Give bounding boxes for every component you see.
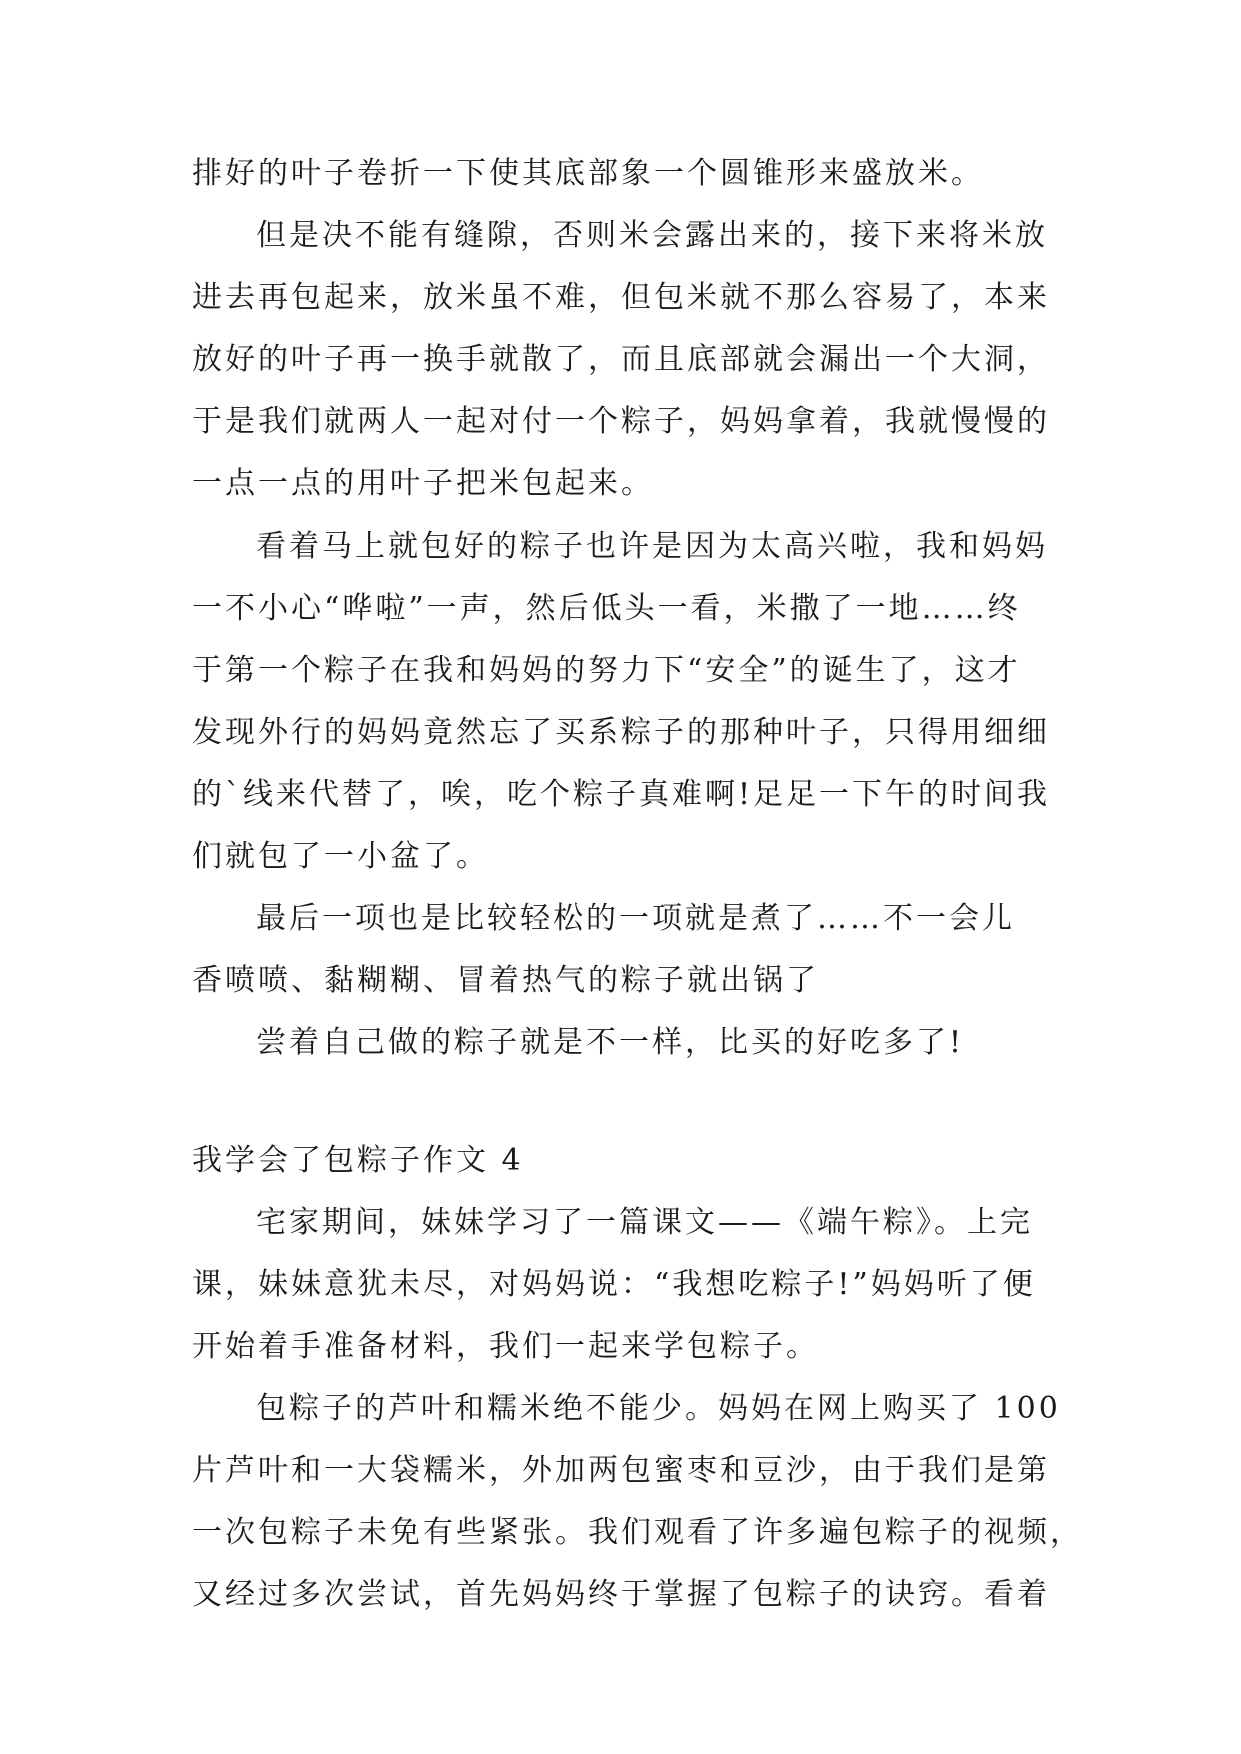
text-line: 发现外行的妈妈竟然忘了买系粽子的那种叶子，只得用细细	[192, 715, 1050, 750]
paragraph-first-line: 但是决不能有缝隙，否则米会露出来的，接下来将米放	[256, 218, 1048, 253]
text-line: 又经过多次尝试，首先妈妈终于掌握了包粽子的诀窍。看着	[192, 1577, 1050, 1612]
text-line: 一不小心“哗啦”一声，然后低头一看，米撒了一地……终	[192, 591, 1021, 626]
text-line: 香喷喷、黏糊糊、冒着热气的粽子就出锅了	[192, 963, 819, 998]
paragraph-first-line: 宅家期间，妹妹学习了一篇课文——《端午粽》。上完	[256, 1205, 1033, 1240]
paragraph-first-line: 尝着自己做的粽子就是不一样，比买的好吃多了!	[256, 1025, 965, 1060]
text-line: 放好的叶子再一换手就散了，而且底部就会漏出一个大洞，	[192, 342, 1050, 377]
text-line: 进去再包起来，放米虽不难，但包米就不那么容易了，本来	[192, 280, 1050, 315]
section-heading: 我学会了包粽子作文 4	[192, 1143, 524, 1178]
text-line: 们就包了一小盆了。	[192, 839, 489, 874]
text-line: 开始着手准备材料，我们一起来学包粽子。	[192, 1329, 819, 1364]
text-line: 课，妹妹意犹未尽，对妈妈说：“我想吃粽子!”妈妈听了便	[192, 1267, 1036, 1302]
paragraph-first-line: 看着马上就包好的粽子也许是因为太高兴啦，我和妈妈	[256, 529, 1048, 564]
paragraph-first-line: 最后一项也是比较轻松的一项就是煮了……不一会儿	[256, 901, 1015, 936]
text-line: 的`线来代替了，唉，吃个粽子真难啊!足足一下午的时间我	[192, 777, 1051, 812]
text-line: 一点一点的用叶子把米包起来。	[192, 466, 654, 501]
text-line: 排好的叶子卷折一下使其底部象一个圆锥形来盛放米。	[192, 156, 984, 191]
text-line: 于第一个粽子在我和妈妈的努力下“安全”的诞生了，这才	[192, 653, 1021, 688]
paragraph-first-line: 包粽子的芦叶和糯米绝不能少。妈妈在网上购买了 100	[256, 1391, 1061, 1426]
text-line: 一次包粽子未免有些紧张。我们观看了许多遍包粽子的视频，	[192, 1515, 1083, 1550]
text-line: 于是我们就两人一起对付一个粽子，妈妈拿着，我就慢慢的	[192, 404, 1050, 439]
text-line: 片芦叶和一大袋糯米，外加两包蜜枣和豆沙，由于我们是第	[192, 1453, 1050, 1488]
